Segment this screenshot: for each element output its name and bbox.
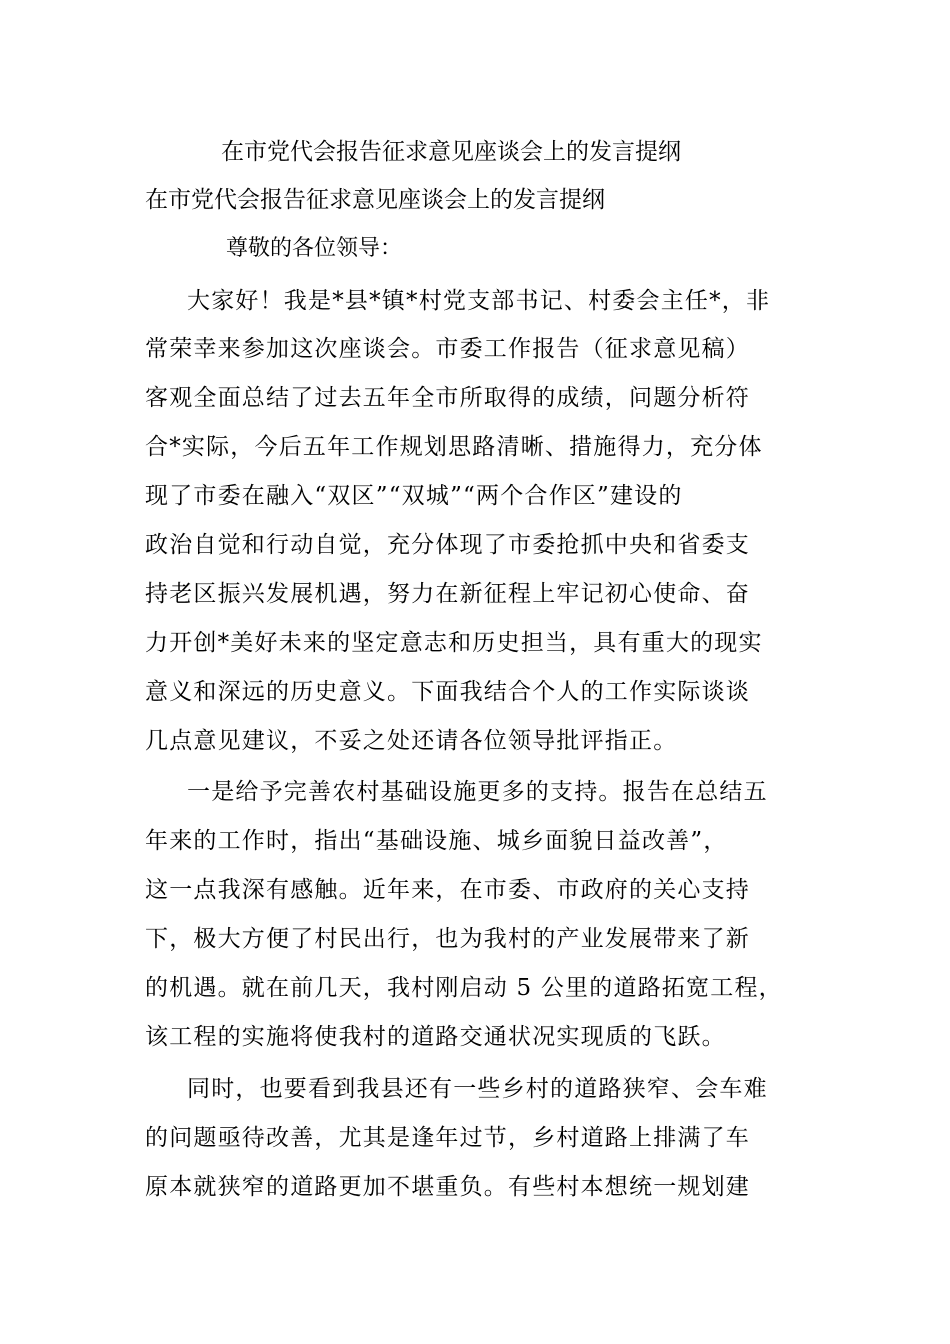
paragraph-1-line-7: 持老区振兴发展机遇，努力在新征程上牢记初心使命、奋 <box>145 581 750 607</box>
paragraph-2-line-2: 年来的工作时，指出“基础设施、城乡面貌日益改善”， <box>145 828 728 854</box>
document-title: 在市党代会报告征求意见座谈会上的发言提纲 <box>221 139 681 165</box>
paragraph-2-line-4: 下，极大方便了村民出行，也为我村的产业发展带来了新 <box>145 926 750 952</box>
paragraph-3-line-2: 的问题亟待改善，尤其是逢年过节，乡村道路上排满了车 <box>145 1125 750 1151</box>
paragraph-1-line-2: 常荣幸来参加这次座谈会。市委工作报告（征求意见稿） <box>145 336 750 362</box>
paragraph-1-line-8: 力开创*美好未来的坚定意志和历史担当，具有重大的现实 <box>145 630 763 656</box>
paragraph-3-line-1: 同时，也要看到我县还有一些乡村的道路狭窄、会车难 <box>187 1076 768 1102</box>
paragraph-1-line-3: 客观全面总结了过去五年全市所取得的成绩，问题分析符 <box>145 385 750 411</box>
paragraph-2-line-1: 一是给予完善农村基础设施更多的支持。报告在总结五 <box>187 779 768 805</box>
paragraph-1-line-9: 意义和深远的历史意义。下面我结合个人的工作实际谈谈 <box>145 679 750 705</box>
paragraph-1-line-4: 合*实际，今后五年工作规划思路清晰、措施得力，充分体 <box>145 434 763 460</box>
greeting-line: 尊敬的各位领导： <box>226 236 403 261</box>
paragraph-2-line-5: 的机遇。就在前几天，我村刚启动 5 公里的道路拓宽工程， <box>145 975 783 1001</box>
paragraph-2-line-6: 该工程的实施将使我村的道路交通状况实现质的飞跃。 <box>145 1024 726 1050</box>
paragraph-2-line-3: 这一点我深有感触。近年来，在市委、市政府的关心支持 <box>145 877 750 903</box>
paragraph-3-line-3: 原本就狭窄的道路更加不堪重负。有些村本想统一规划建 <box>145 1174 750 1200</box>
paragraph-1-line-1: 大家好！我是*县*镇*村党支部书记、村委会主任*，非 <box>187 288 771 314</box>
paragraph-1-line-10: 几点意见建议，不妥之处还请各位领导批评指正。 <box>145 728 678 754</box>
document-subtitle: 在市党代会报告征求意见座谈会上的发言提纲 <box>145 187 605 213</box>
paragraph-1-line-5: 现了市委在融入“双区”“双城”“两个合作区”建设的 <box>145 483 683 509</box>
paragraph-1-line-6: 政治自觉和行动自觉，充分体现了市委抢抓中央和省委支 <box>145 532 750 558</box>
